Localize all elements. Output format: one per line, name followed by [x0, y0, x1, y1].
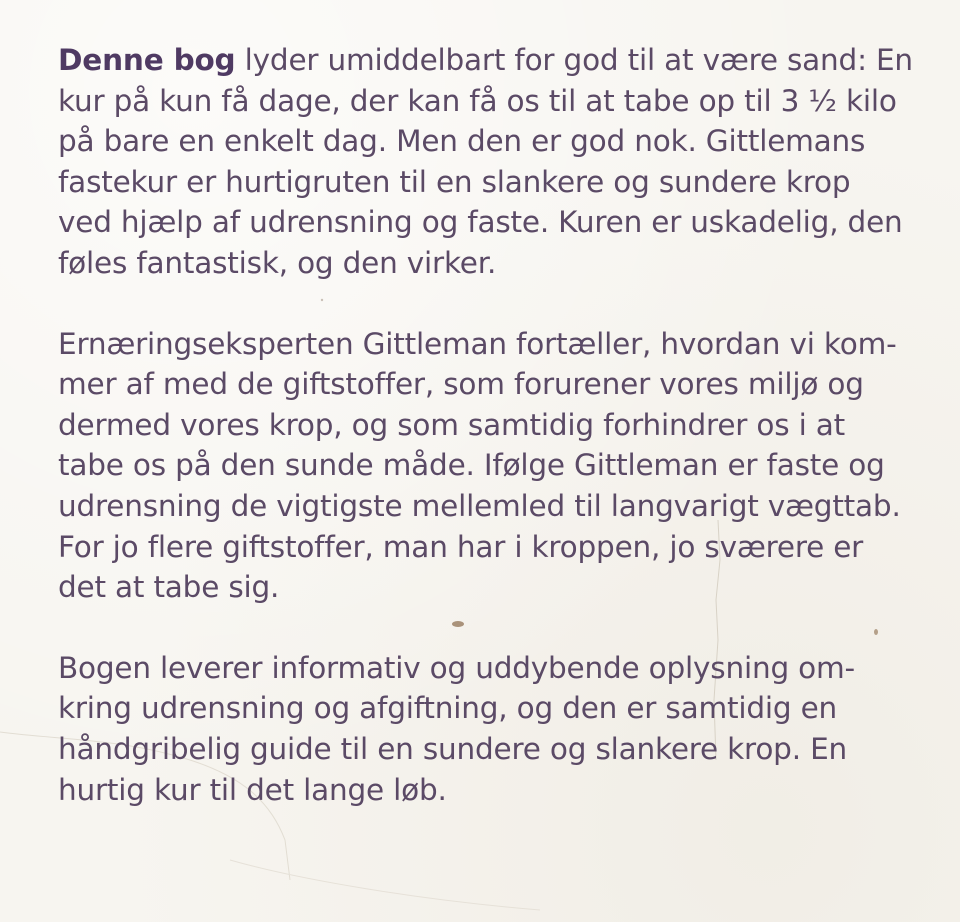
text-line: kring udrensning og afgiftning, og den er samtidig en: [58, 691, 838, 726]
text-line: håndgribelig guide til en sundere og slankere krop. En: [58, 731, 847, 766]
paragraph-intro: [58, 40, 938, 284]
text-line: For jo flere giftstoffer, man har i kroppen, jo sværere er: [58, 529, 864, 564]
text-line: udrensning de vigtigste mellemled til langvarigt vægttab.: [58, 488, 901, 523]
text-line-rest: lyder umiddelbart for god til at være sand: En: [235, 43, 913, 77]
text-line: dermed vores krop, og som samtidig forhindrer os i at: [58, 407, 846, 442]
paragraph-expert: [58, 324, 938, 608]
text-line: hurtig kur til det lange løb.: [58, 772, 447, 807]
text-line: Bogen leverer informativ og uddybende oplysning om-: [58, 650, 855, 685]
description-text: [58, 40, 938, 850]
text-line: tabe os på den sunde måde. Ifølge Gittleman er faste og: [58, 448, 885, 483]
text-line: mer af med de giftstoffer, som forurener vores miljø og: [58, 367, 864, 402]
text-line: kur på kun få dage, der kan få os til at tabe op til 3 ½ kilo: [58, 83, 897, 118]
text-line: Ernæringseksperten Gittleman fortæller, hvordan vi kom-: [58, 326, 897, 361]
text-line: ved hjælp af udrensning og faste. Kuren er uskadelig, den: [58, 205, 903, 240]
text-line: det at tabe sig.: [58, 570, 280, 605]
paragraph-summary: [58, 648, 938, 810]
text-line: føles fantastisk, og den virker.: [58, 245, 497, 280]
text-line: fastekur er hurtigruten til en slankere og sundere krop: [58, 164, 851, 199]
text-line: på bare en enkelt dag. Men den er god nok. Gittlemans: [58, 124, 866, 159]
lead-words: Denne bog: [58, 43, 236, 77]
fold-crease-line: [230, 860, 540, 910]
text-line: [58, 40, 938, 81]
